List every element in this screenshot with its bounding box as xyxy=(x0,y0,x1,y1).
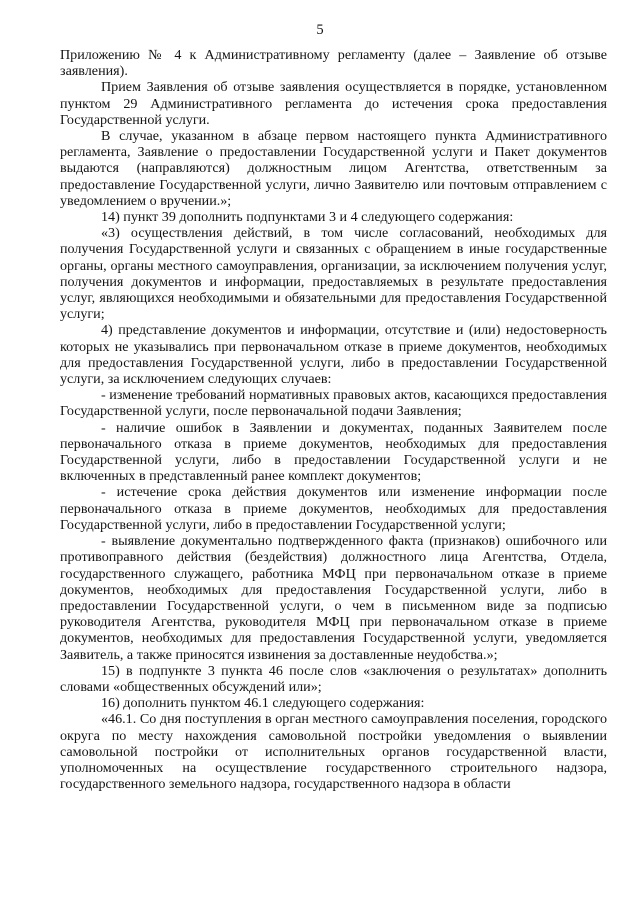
paragraph-subitem-4: 4) представление документов и информации, отсутствие и (или) недостоверность которых не указывались при первоначальном отказе в приеме документов, необходимых для предоставления Государственной услуги, либо в предоставлении Государственной услуги, за исключением следующих случаев: xyxy=(60,322,607,388)
paragraph-continuation: Приложению № 4 к Административному регламенту (далее – Заявление об отзыве заявления). xyxy=(60,47,607,80)
list-item-regulation-change: - изменение требований нормативных правовых актов, касающихся предоставления Государственной услуги, после первоначальной подачи Заявления; xyxy=(60,387,607,420)
list-item-document-expiry: - истечение срока действия документов или изменение информации после первоначального отказа в приеме документов, необходимых для предоставления Государственной услуги, либо в предоставлении Государственной услуги; xyxy=(60,484,607,533)
paragraph-item-15: 15) в подпункте 3 пункта 46 после слов «заключения о результатах» дополнить словами «общественных обсуждений или»; xyxy=(60,662,607,695)
page-number: 5 xyxy=(316,22,324,38)
paragraph-item-16: 16) дополнить пунктом 46.1 следующего содержания: xyxy=(101,695,425,712)
paragraph-item-14: 14) пункт 39 дополнить подпунктами 3 и 4 следующего содержания: xyxy=(101,209,514,226)
paragraph-item-46-1: «46.1. Со дня поступления в орган местного самоуправления поселения, городского округа по месту нахождения самовольной постройки уведомления о выявлении самовольной постройки от исполнительных органов государственной власти, уполномоченных на осуществление государственного строительного надзора, государственного земельного надзора, государственного надзора в области xyxy=(60,711,607,793)
paragraph-documents-return: В случае, указанном в абзаце первом настоящего пункта Административного регламента, Заявление о предоставлении Государственной услуги и Пакет документов выдаются (направляются) должностным лицом Агентства, ответственным за предоставление Государственной услуги, лично Заявителю или почтовым отправлением с уведомлением о вручении.»; xyxy=(60,128,607,209)
document-body xyxy=(60,47,607,792)
list-item-document-errors: - наличие ошибок в Заявлении и документах, поданных Заявителем после первоначального отказа в приеме документов, необходимых для предоставления Государственной услуги, либо в предоставлении Государственной услуги и не включенных в представленный ранее комплект документов; xyxy=(60,419,607,485)
paragraph-subitem-3: «3) осуществления действий, в том числе согласований, необходимых для получения Государственной услуги и связанных с обращением в иные государственные органы, органы местного самоуправления, организации, за исключением получения услуг, получения документов и информации, предоставляемых в результате предоставления услуг, являющихся необходимыми и обязательными для предоставления Государственной услуги; xyxy=(60,225,607,323)
list-item-erroneous-action: - выявление документально подтвержденного факта (признаков) ошибочного или противоправного действия (бездействия) должностного лица Агентства, Отдела, государственного служащего, работника МФЦ при первоначальном отказе в приеме документов, необходимых для предоставления Государственной услуги, либо в предоставлении Государственной услуги, о чем в письменном виде за подписью руководителя Агентства, руководителя МФЦ при первоначальном отказе в приеме документов, необходимых для предоставления Государственной услуги, уведомляется Заявитель, а также приносятся извинения за доставленные неудобства.»; xyxy=(60,533,607,663)
paragraph-withdrawal-reception: Прием Заявления об отзыве заявления осуществляется в порядке, установленном пунктом 29 Административного регламента до истечения срока предоставления Государственной услуги. xyxy=(60,79,607,128)
